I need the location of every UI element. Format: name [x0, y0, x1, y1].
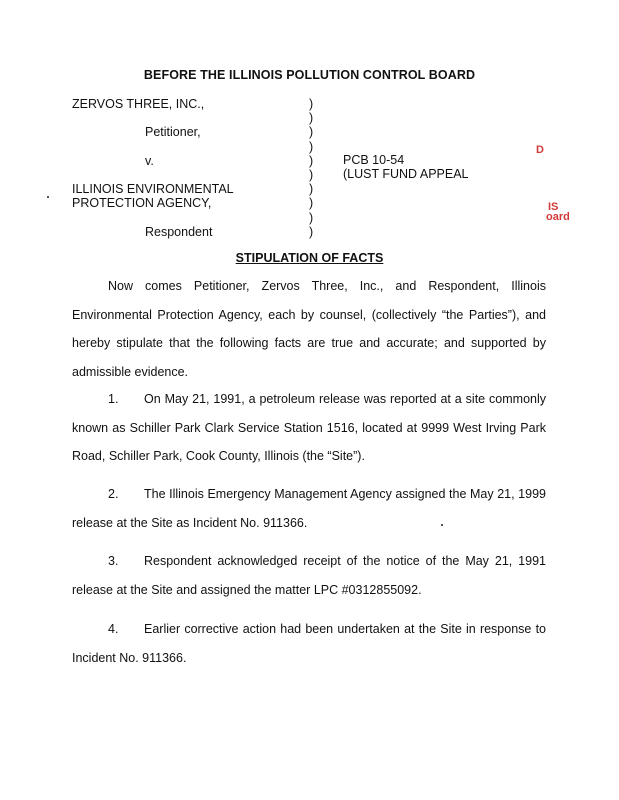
petitioner-name: ZERVOS THREE, INC., — [72, 97, 205, 111]
paren: ) — [309, 125, 314, 140]
section-heading: STIPULATION OF FACTS — [235, 251, 384, 265]
fact-paragraph — [72, 547, 546, 604]
case-type: (LUST FUND APPEAL — [343, 167, 469, 182]
paren: ) — [309, 139, 314, 154]
paren: ) — [309, 224, 314, 239]
paragraph-number: 4. — [108, 622, 119, 636]
case-number: PCB 10-54 — [343, 153, 405, 167]
paren: ) — [309, 182, 314, 197]
versus-label: v. — [145, 153, 154, 168]
paragraph-number: 1. — [108, 392, 119, 406]
stamp-fragment: D — [536, 144, 544, 156]
paragraph-text: Respondent acknowledged receipt of the notice of the May 21, 1991 release at the Site and assigned the matter LPC #0312855092. — [72, 554, 546, 597]
paren: ) — [309, 167, 314, 182]
petitioner-role: Petitioner, — [145, 125, 201, 140]
respondent-name-line1: ILLINOIS ENVIRONMENTAL — [72, 182, 234, 197]
case-info — [343, 153, 469, 181]
fact-paragraph — [72, 480, 546, 537]
stamp-fragment: IS — [548, 201, 559, 213]
caption-parties — [72, 97, 312, 239]
paragraph-text: The Illinois Emergency Management Agency assigned the May 21, 1999 release at the Site as Incident No. 911366. — [72, 487, 546, 530]
paren: ) — [309, 196, 314, 211]
paren: ) — [309, 111, 314, 126]
document-title: BEFORE THE ILLINOIS POLLUTION CONTROL BOARD — [143, 68, 476, 82]
paragraph-number: 3. — [108, 554, 119, 568]
fact-paragraph — [72, 385, 546, 471]
paren: ) — [309, 97, 314, 111]
paren: ) — [309, 210, 314, 225]
intro-paragraph: Now comes Petitioner, Zervos Three, Inc., and Respondent, Illinois Environmental Protection Agency, each by counsel, (collectively “the Parties”), and hereby stipulate that the following facts are true and accurate; and supported by admissible evidence. — [72, 279, 546, 379]
paragraph-text: On May 21, 1991, a petroleum release was reported at a site commonly known as Schiller Park Clark Service Station 1516, located at 9999 West Irving Park Road, Schiller Park, Cook County, Illinois (the “Site”). — [72, 392, 546, 463]
caption-parentheses — [309, 97, 313, 239]
paren: ) — [309, 153, 314, 168]
scan-speck — [47, 196, 49, 198]
respondent-role: Respondent — [145, 224, 213, 239]
fact-paragraph — [72, 615, 546, 672]
paragraph-number: 2. — [108, 487, 119, 501]
respondent-name-line2: PROTECTION AGENCY, — [72, 196, 212, 211]
stamp-fragment: oard — [546, 211, 570, 223]
paragraph-text: Earlier corrective action had been undertaken at the Site in response to Incident No. 911366. — [72, 622, 546, 665]
